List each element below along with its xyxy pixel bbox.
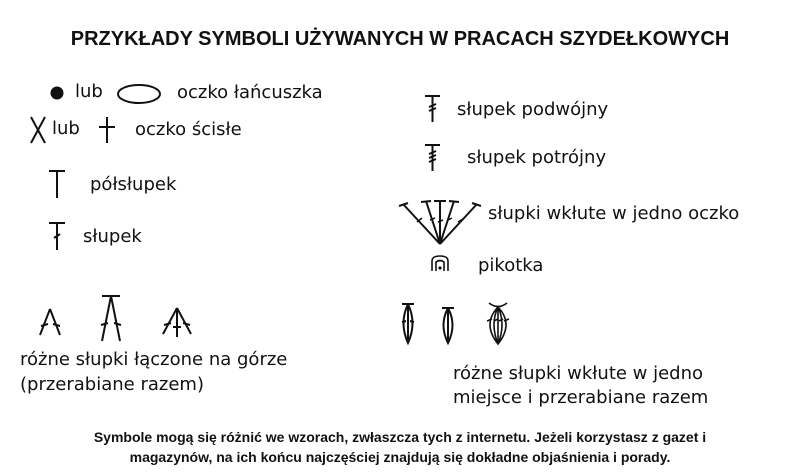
single-x-icon [29,116,47,144]
chain-dot-icon [50,86,64,100]
double-treble-label: słupek potrójny [467,147,607,168]
dec2-icon [38,308,64,336]
single-label: oczko ścisłe [135,119,242,140]
clusters-line2: miejsce i przerabiane razem [453,387,709,408]
clusters-line1: różne słupki wkłute w jedno [453,363,704,384]
cluster3-icon [400,303,416,343]
half-double-label: półsłupek [90,174,177,195]
decreases-line2: (przerabiane razem) [20,374,204,395]
picot-label: pikotka [478,255,544,276]
page-title: PRZYKŁADY SYMBOLI UŻYWANYCH W PRACACH SZYDEŁKOWYCH [70,28,730,50]
footer-line2: magazynów, na ich końcu najczęściej znajdują się dokładne objaśnienia i porady. [129,449,671,465]
dec3-icon [160,307,194,337]
cluster2-icon [440,307,456,343]
half-double-icon [49,170,65,198]
fan-stitches-icon [398,200,482,246]
treble-icon [425,95,441,122]
picot-icon [430,255,450,272]
dec2-top-icon [99,294,123,342]
single-or-label: lub [52,118,80,139]
double-treble-icon [425,144,441,171]
treble-label: słupek podwójny [457,99,609,120]
single-cross-icon [99,117,115,143]
double-label: słupek [83,226,142,247]
fan-label: słupki wkłute w jedno oczko [488,203,740,224]
chain-label: oczko łańcuszka [177,82,323,103]
cluster5-icon [484,302,512,344]
chain-oval-icon [116,83,162,105]
footer-line1: Symbole mogą się różnić we wzorach, zwłaszcza tych z internetu. Jeżeli korzystasz z gazet i [93,429,707,445]
decreases-line1: różne słupki łączone na górze [20,349,288,370]
chain-or-label: lub [75,81,103,102]
double-icon [49,222,65,250]
